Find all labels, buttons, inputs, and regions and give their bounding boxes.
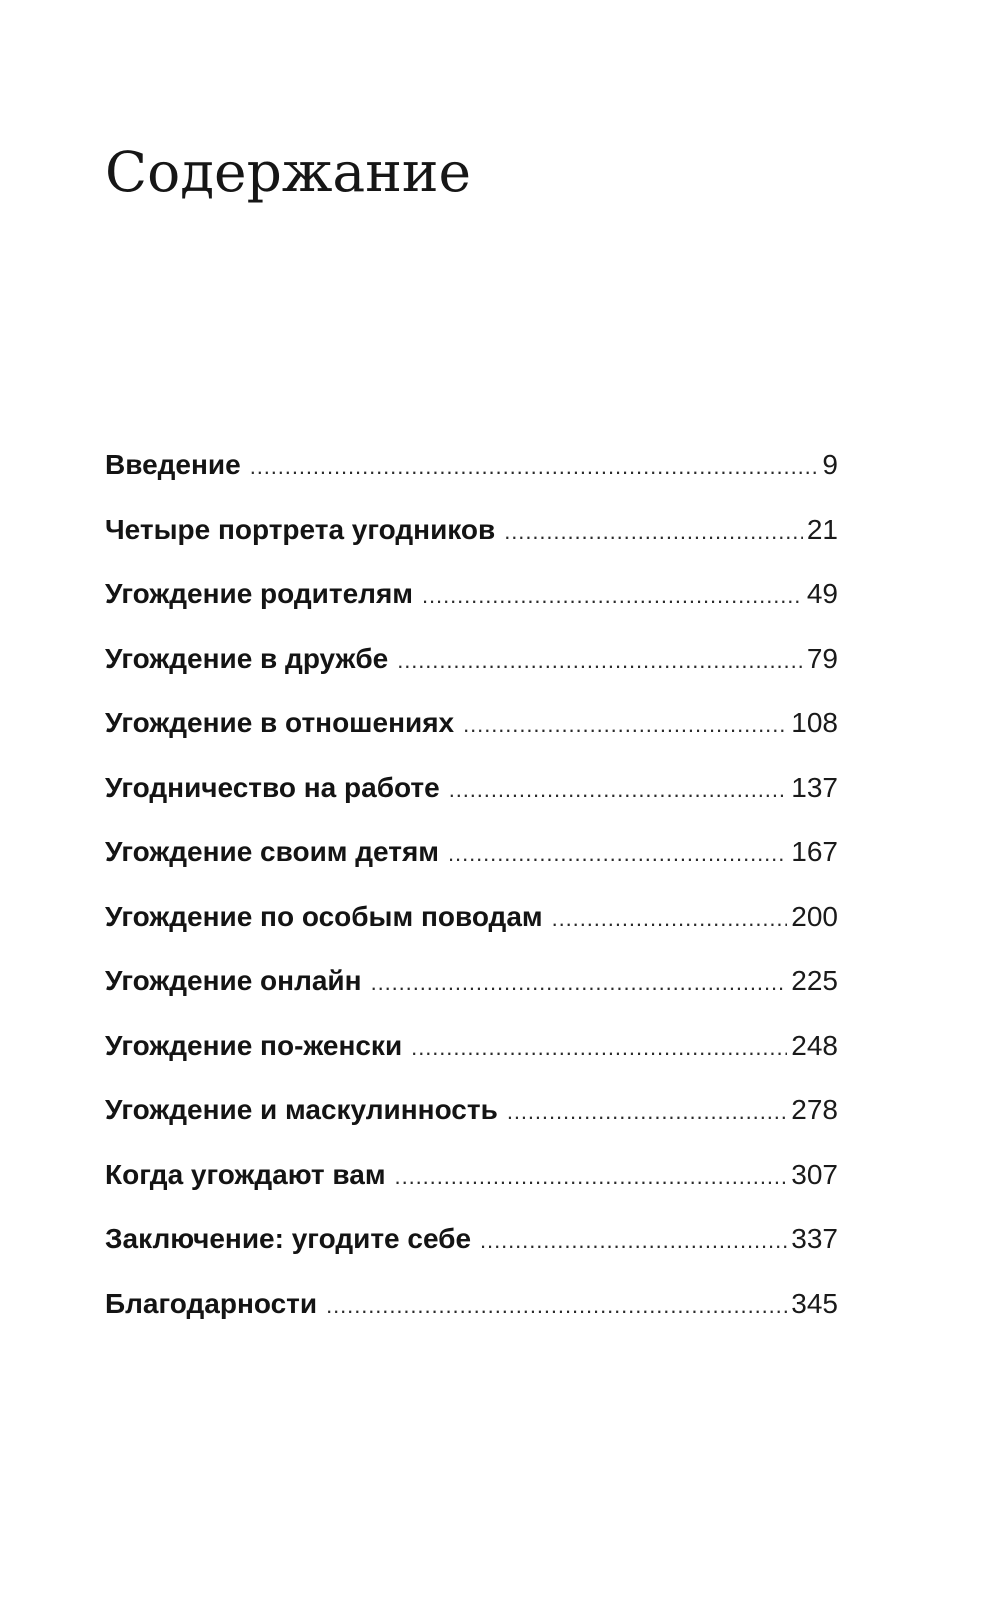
- toc-entry[interactable]: [105, 832, 838, 897]
- toc-entry-title: Четыре портрета угодников: [105, 513, 496, 545]
- page-title: Содержание: [105, 140, 472, 204]
- toc-entry[interactable]: [105, 1090, 838, 1155]
- toc-entry[interactable]: [105, 1284, 838, 1349]
- dot-leader: [397, 641, 803, 681]
- toc-entry[interactable]: [105, 445, 838, 510]
- dot-leader: [250, 447, 819, 487]
- toc-entry[interactable]: [105, 1219, 838, 1284]
- toc-entry[interactable]: [105, 574, 838, 639]
- toc-entry-page: 49: [806, 578, 838, 609]
- toc-entry[interactable]: [105, 768, 838, 833]
- dot-leader: [449, 770, 788, 810]
- toc-entry-page: 225: [791, 965, 838, 996]
- dot-leader: [411, 1028, 787, 1068]
- toc-entry[interactable]: [105, 1026, 838, 1091]
- dot-leader: [480, 1221, 787, 1261]
- toc-entry-page: 79: [806, 642, 838, 674]
- dot-leader: [448, 834, 787, 874]
- toc-entry-title: Заключение: угодите себе: [105, 1223, 472, 1254]
- toc-entry-title: Угождение родителям: [105, 578, 413, 609]
- toc-entry-title: Угождение онлайн: [105, 965, 362, 996]
- toc-entry-title: Введение: [105, 449, 241, 480]
- toc-entry[interactable]: [105, 703, 838, 768]
- toc-entry-title: Угождение в отношениях: [105, 707, 455, 738]
- toc-entry[interactable]: [105, 639, 838, 704]
- toc-entry[interactable]: [105, 897, 838, 962]
- toc-entry-page: 200: [791, 900, 838, 932]
- toc-entry-title: Угодничество на работе: [105, 771, 440, 803]
- dot-leader: [326, 1286, 787, 1326]
- toc-entry-title: Угождение по особым поводам: [105, 900, 543, 932]
- toc-entry-title: Угождение по-женски: [105, 1029, 403, 1061]
- toc-entry-page: 9: [822, 449, 838, 480]
- toc-entry-page: 307: [791, 1158, 838, 1190]
- dot-leader: [422, 576, 803, 616]
- toc-entry-title: Когда угождают вам: [105, 1158, 386, 1190]
- toc-entry-page: 337: [791, 1223, 838, 1254]
- toc-entry[interactable]: [105, 510, 838, 575]
- toc-entry-page: 21: [806, 513, 838, 545]
- toc-entry-page: 278: [791, 1094, 838, 1125]
- toc-entry[interactable]: [105, 961, 838, 1026]
- toc-entry-page: 108: [791, 707, 838, 738]
- dot-leader: [371, 963, 788, 1003]
- toc-entry-page: 345: [791, 1287, 838, 1319]
- dot-leader: [507, 1092, 787, 1132]
- toc-entry-page: 167: [791, 836, 838, 867]
- dot-leader: [552, 899, 788, 939]
- toc-entry-title: Благодарности: [105, 1287, 318, 1319]
- toc-entry-title: Угождение в дружбе: [105, 642, 389, 674]
- toc-entry-title: Угождение и маскулинность: [105, 1094, 498, 1125]
- toc-entry-title: Угождение своим детям: [105, 836, 440, 867]
- dot-leader: [504, 512, 803, 552]
- toc-entry[interactable]: [105, 1155, 838, 1220]
- toc-entry-page: 248: [791, 1029, 838, 1061]
- table-of-contents: [105, 445, 838, 1348]
- dot-leader: [395, 1157, 788, 1197]
- toc-entry-page: 137: [791, 771, 838, 803]
- dot-leader: [463, 705, 787, 745]
